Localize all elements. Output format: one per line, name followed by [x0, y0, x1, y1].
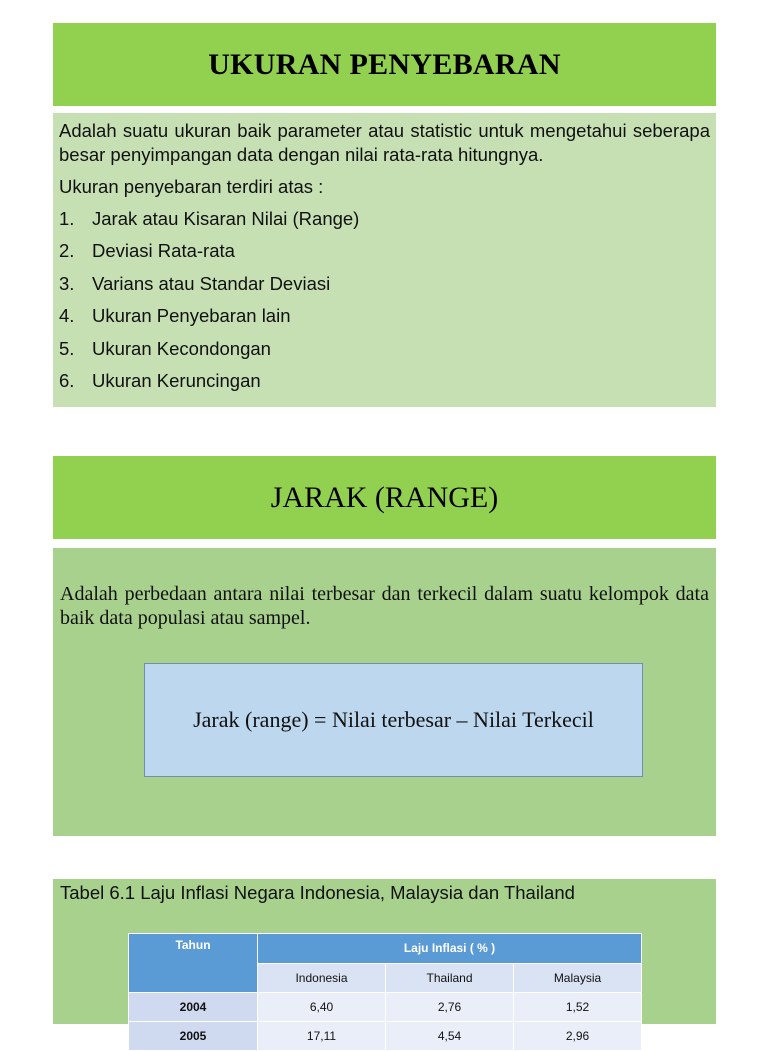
- list-item: [59, 337, 710, 361]
- list-item-number: 1.: [59, 208, 75, 229]
- slide1-definition: Adalah suatu ukuran baik parameter atau statistic untuk mengetahui seberapa besar penyimpangan data dengan nilai rata-rata hitungnya.: [59, 120, 710, 165]
- list-item-text: Jarak atau Kisaran Nilai (Range): [92, 208, 360, 229]
- table-header-thailand: Thailand: [386, 963, 514, 993]
- slide1-content: [53, 113, 716, 407]
- range-formula-box: [144, 663, 643, 777]
- table-cell-year: 2004: [129, 993, 258, 1022]
- list-item-text: Ukuran Keruncingan: [92, 369, 261, 391]
- slide1-intro: Ukuran penyebaran terdiri atas :: [59, 176, 324, 197]
- list-item: [59, 207, 710, 231]
- list-item: [59, 272, 710, 296]
- list-item: [59, 369, 710, 393]
- slide2-definition: Adalah perbedaan antara nilai terbesar dan terkecil dalam suatu kelompok data baik data populasi atau sampel.: [60, 583, 709, 629]
- list-item-number: 5.: [59, 337, 75, 359]
- table-cell: 4,54: [386, 1022, 514, 1051]
- table-header-indonesia: Indonesia: [258, 963, 386, 993]
- table-cell: 6,40: [258, 993, 386, 1022]
- table-row: [129, 1022, 642, 1051]
- table-header-malaysia: Malaysia: [514, 963, 642, 993]
- list-item-number: 6.: [59, 369, 75, 391]
- table-header-year: Tahun: [129, 934, 258, 993]
- table-row: [129, 993, 642, 1022]
- slide2-title: JARAK (RANGE): [270, 480, 499, 514]
- spread-measures-list: [59, 207, 710, 393]
- slide3-content: [53, 879, 716, 1043]
- table-cell-year: 2005: [129, 1022, 258, 1051]
- slide1-title: UKURAN PENYEBARAN: [208, 47, 561, 81]
- list-item-text: Ukuran Kecondongan: [92, 337, 271, 359]
- list-item-number: 2.: [59, 240, 75, 262]
- list-item-number: 4.: [59, 305, 75, 327]
- table-cell: 2,76: [386, 993, 514, 1022]
- table-cell: 17,11: [258, 1022, 386, 1051]
- table-cell: 1,52: [514, 993, 642, 1022]
- slide1-title-banner: [53, 23, 716, 106]
- inflation-table: [128, 933, 642, 1051]
- list-item-text: Varians atau Standar Deviasi: [92, 272, 331, 294]
- table-cell: 2,96: [514, 1022, 642, 1051]
- list-item: [59, 304, 710, 328]
- list-item-text: Ukuran Penyebaran lain: [92, 305, 291, 327]
- list-item-text: Deviasi Rata-rata: [92, 240, 235, 262]
- range-formula: Jarak (range) = Nilai terbesar – Nilai Terkecil: [193, 707, 594, 732]
- table-header-inflation: Laju Inflasi ( % ): [258, 934, 642, 964]
- list-item: [59, 239, 710, 263]
- slide2-title-banner: [53, 456, 716, 539]
- list-item-number: 3.: [59, 272, 75, 294]
- table-caption: Tabel 6.1 Laju Inflasi Negara Indonesia, Malaysia dan Thailand: [60, 882, 575, 903]
